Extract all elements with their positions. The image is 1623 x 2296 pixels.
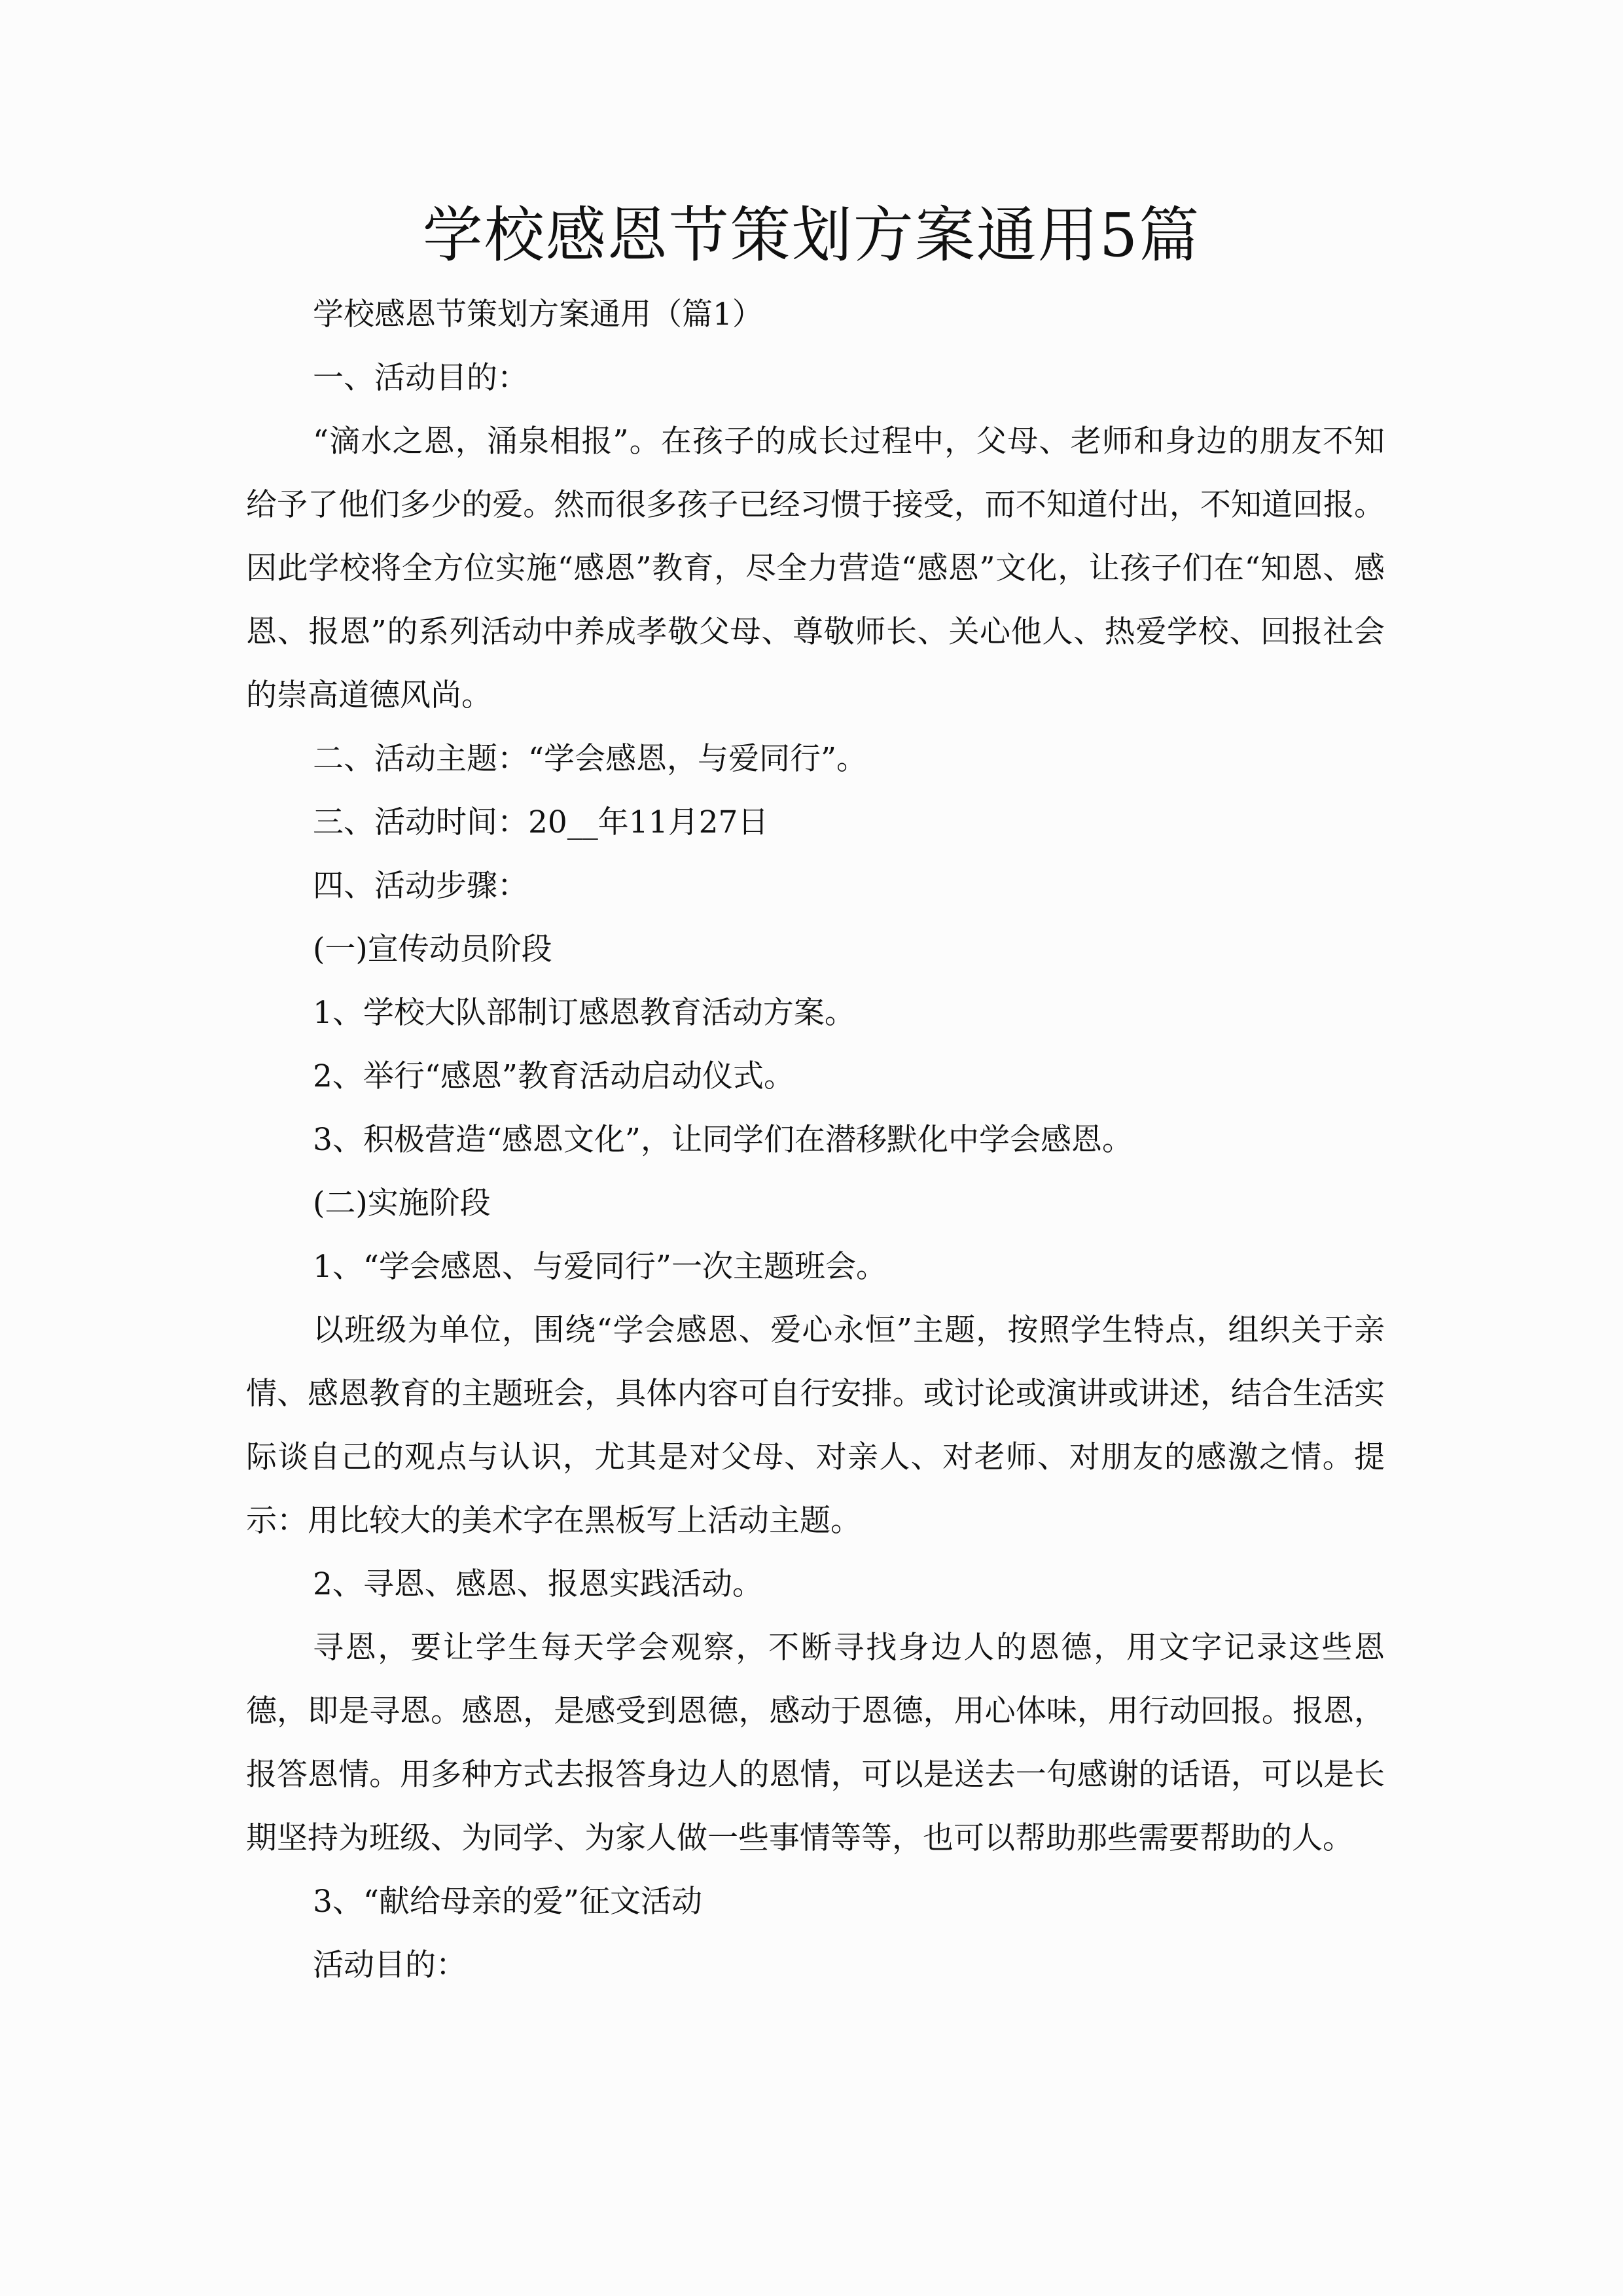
section-heading-part-1: 学校感恩节策划方案通用（篇1）	[313, 296, 763, 332]
list-item: 2、寻恩、感恩、报恩实践活动。	[313, 1566, 763, 1602]
list-item: 1、学校大队部制订感恩教育活动方案。	[313, 995, 855, 1031]
list-item: 3、“献给母亲的爱”征文活动	[313, 1884, 702, 1920]
paragraph-class-meeting: 以班级为单位，围绕“学会感恩、爱心永恒”主题，按照学生特点，组织关于亲情、感恩教育的主题班会，具体内容可自行安排。或讨论或演讲或讲述，结合生活实际谈自己的观点与认识，尤其是对父母、对亲人、对老师、对朋友的感激之情。提示：用比较大的美术字在黑板写上活动主题。	[246, 1312, 1385, 1539]
subheading-implementation-stage: (二)实施阶段	[313, 1185, 491, 1221]
heading-activity-steps: 四、活动步骤：	[313, 868, 528, 904]
document-title: 学校感恩节策划方案通用5篇	[422, 200, 1201, 270]
list-item: 1、“学会感恩、与爱同行”一次主题班会。	[313, 1249, 887, 1285]
subheading-publicity-stage: (一)宣传动员阶段	[313, 931, 552, 967]
list-item: 3、积极营造“感恩文化”，让同学们在潜移默化中学会感恩。	[313, 1122, 1133, 1158]
list-item: 2、举行“感恩”教育活动启动仪式。	[313, 1058, 794, 1094]
paragraph-gratitude-practice: 寻恩，要让学生每天学会观察，不断寻找身边人的恩德，用文字记录这些恩德，即是寻恩。感恩，是感受到恩德，感动于恩德，用心体味，用行动回报。报恩，报答恩情。用多种方式去报答身边人的恩情，可以是送去一句感谢的话语，可以是长期坚持为班级、为同学、为家人做一些事情等等，也可以帮助那些需要帮助的人。	[246, 1630, 1385, 1856]
heading-activity-purpose: 一、活动目的：	[313, 360, 528, 396]
paragraph-purpose-body: “滴水之恩，涌泉相报”。在孩子的成长过程中，父母、老师和身边的朋友不知给予了他们多少的爱。然而很多孩子已经习惯于接受，而不知道付出，不知道回报。因此学校将全方位实施“感恩”教育，尽全力营造“感恩”文化，让孩子们在“知恩、感恩、报恩”的系列活动中养成孝敬父母、尊敬师长、关心他人、热爱学校、回报社会的崇高道德风尚。	[246, 423, 1385, 713]
document-body	[246, 283, 1385, 1997]
heading-activity-time: 三、活动时间：20__年11月27日	[313, 804, 769, 840]
heading-activity-purpose-2: 活动目的：	[313, 1947, 467, 1983]
heading-activity-theme: 二、活动主题：“学会感恩，与爱同行”。	[313, 741, 868, 777]
